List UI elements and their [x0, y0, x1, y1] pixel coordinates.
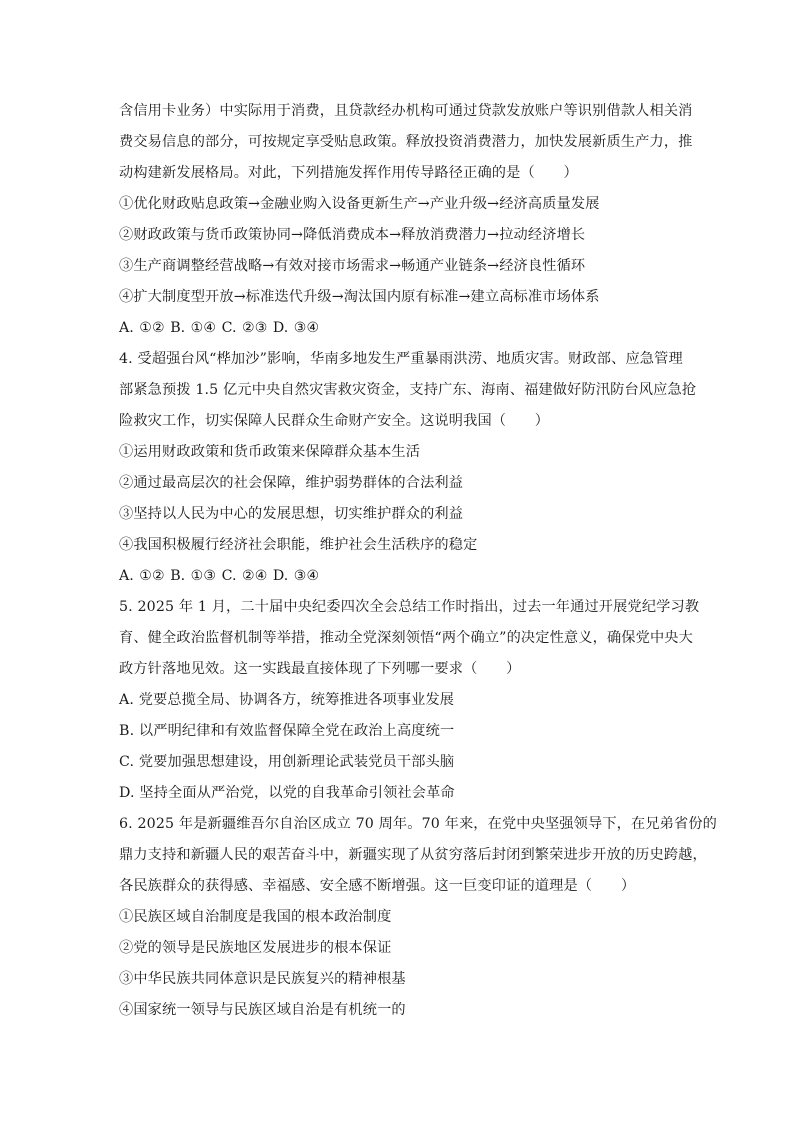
q6-stem-line-3: 各民族群众的获得感、幸福感、安全感不断增强。这一巨变印证的道理是（ ）	[119, 878, 636, 894]
q4-item-2: ②通过最高层次的社会保障，维护弱势群体的合法利益	[119, 475, 464, 491]
exam-page	[119, 96, 718, 1026]
question-4	[119, 344, 697, 592]
q4-item-4: ④我国积极履行经济社会职能，维护社会生活秩序的稳定	[119, 537, 478, 553]
question-3	[119, 96, 693, 344]
q3-item-1: ①优化财政贴息政策→金融业购入设备更新生产→产业升级→经济高质量发展	[119, 196, 600, 212]
q5-choice-a: A. 党要总揽全局、协调各方，统筹推进各项事业发展	[119, 692, 455, 708]
q6-stem-line-2: 鼎力支持和新疆人民的艰苦奋斗中，新疆实现了从贫穷落后封闭到繁荣进步开放的历史跨越，	[119, 847, 707, 863]
q5-choice-b: B. 以严明纪律和有效监督保障全党在政治上高度统一	[119, 723, 455, 739]
q5-stem-line-1: 5. 2025 年 1 月，二十届中央纪委四次全会总结工作时指出，过去一年通过开展党纪学习教	[119, 599, 700, 615]
q5-choice-c: C. 党要加强思想建设，用创新理论武装党员干部头脑	[119, 754, 455, 770]
q4-stem-line-3: 险救灾工作，切实保障人民群众生命财产安全。这说明我国（ ）	[119, 413, 550, 429]
q3-stem-line-2: 费交易信息的部分，可按规定享受贴息政策。释放投资消费潜力，加快发展新质生产力，推	[119, 134, 693, 150]
q6-item-2: ②党的领导是民族地区发展进步的根本保证	[119, 940, 392, 956]
q3-stem-line-1: 含信用卡业务）中实际用于消费，且贷款经办机构可通过贷款发放账户等识别借款人相关消	[119, 103, 693, 119]
q3-options: A. ①② B. ①④ C. ②③ D. ③④	[119, 320, 320, 336]
q6-item-1: ①民族区域自治制度是我国的根本政治制度	[119, 909, 392, 925]
q4-item-3: ③坚持以人民为中心的发展思想，切实维护群众的利益	[119, 506, 464, 522]
question-5	[119, 592, 700, 809]
q6-item-3: ③中华民族共同体意识是民族复兴的精神根基	[119, 971, 406, 987]
q3-item-2: ②财政政策与货币政策协同→降低消费成本→释放消费潜力→拉动经济增长	[119, 227, 586, 243]
q3-stem-line-3: 动构建新发展格局。对此，下列措施发挥作用传导路径正确的是（ ）	[119, 165, 578, 181]
question-6	[119, 809, 718, 1026]
q4-item-1: ①运用财政政策和货币政策来保障群众基本生活	[119, 444, 421, 460]
q4-stem-line-2: 部紧急预拨 1.5 亿元中央自然灾害救灾资金，支持广东、海南、福建做好防汛防台风应急抢	[119, 382, 697, 398]
q6-item-4: ④国家统一领导与民族区域自治是有机统一的	[119, 1002, 406, 1018]
q4-stem-line-1: 4. 受超强台风“桦加沙”影响，华南多地发生严重暴雨洪涝、地质灾害。财政部、应急管理	[119, 351, 683, 367]
q5-stem-line-3: 政方针落地见效。这一实践最直接体现了下列哪一要求（ ）	[119, 661, 521, 677]
q3-item-4: ④扩大制度型开放→标准迭代升级→淘汰国内原有标准→建立高标准市场体系	[119, 289, 600, 305]
q6-stem-line-1: 6. 2025 年是新疆维吾尔自治区成立 70 周年。70 年来，在党中央坚强领导下，在兄弟省份的	[119, 816, 718, 832]
q3-item-3: ③生产商调整经营战略→有效对接市场需求→畅通产业链条→经济良性循环	[119, 258, 586, 274]
q4-options: A. ①② B. ①③ C. ②④ D. ③④	[119, 568, 320, 584]
q5-choice-d: D. 坚持全面从严治党，以党的自我革命引领社会革命	[119, 785, 455, 801]
q5-stem-line-2: 育、健全政治监督机制等举措，推动全党深刻领悟“两个确立”的决定性意义，确保党中央大	[119, 630, 693, 646]
